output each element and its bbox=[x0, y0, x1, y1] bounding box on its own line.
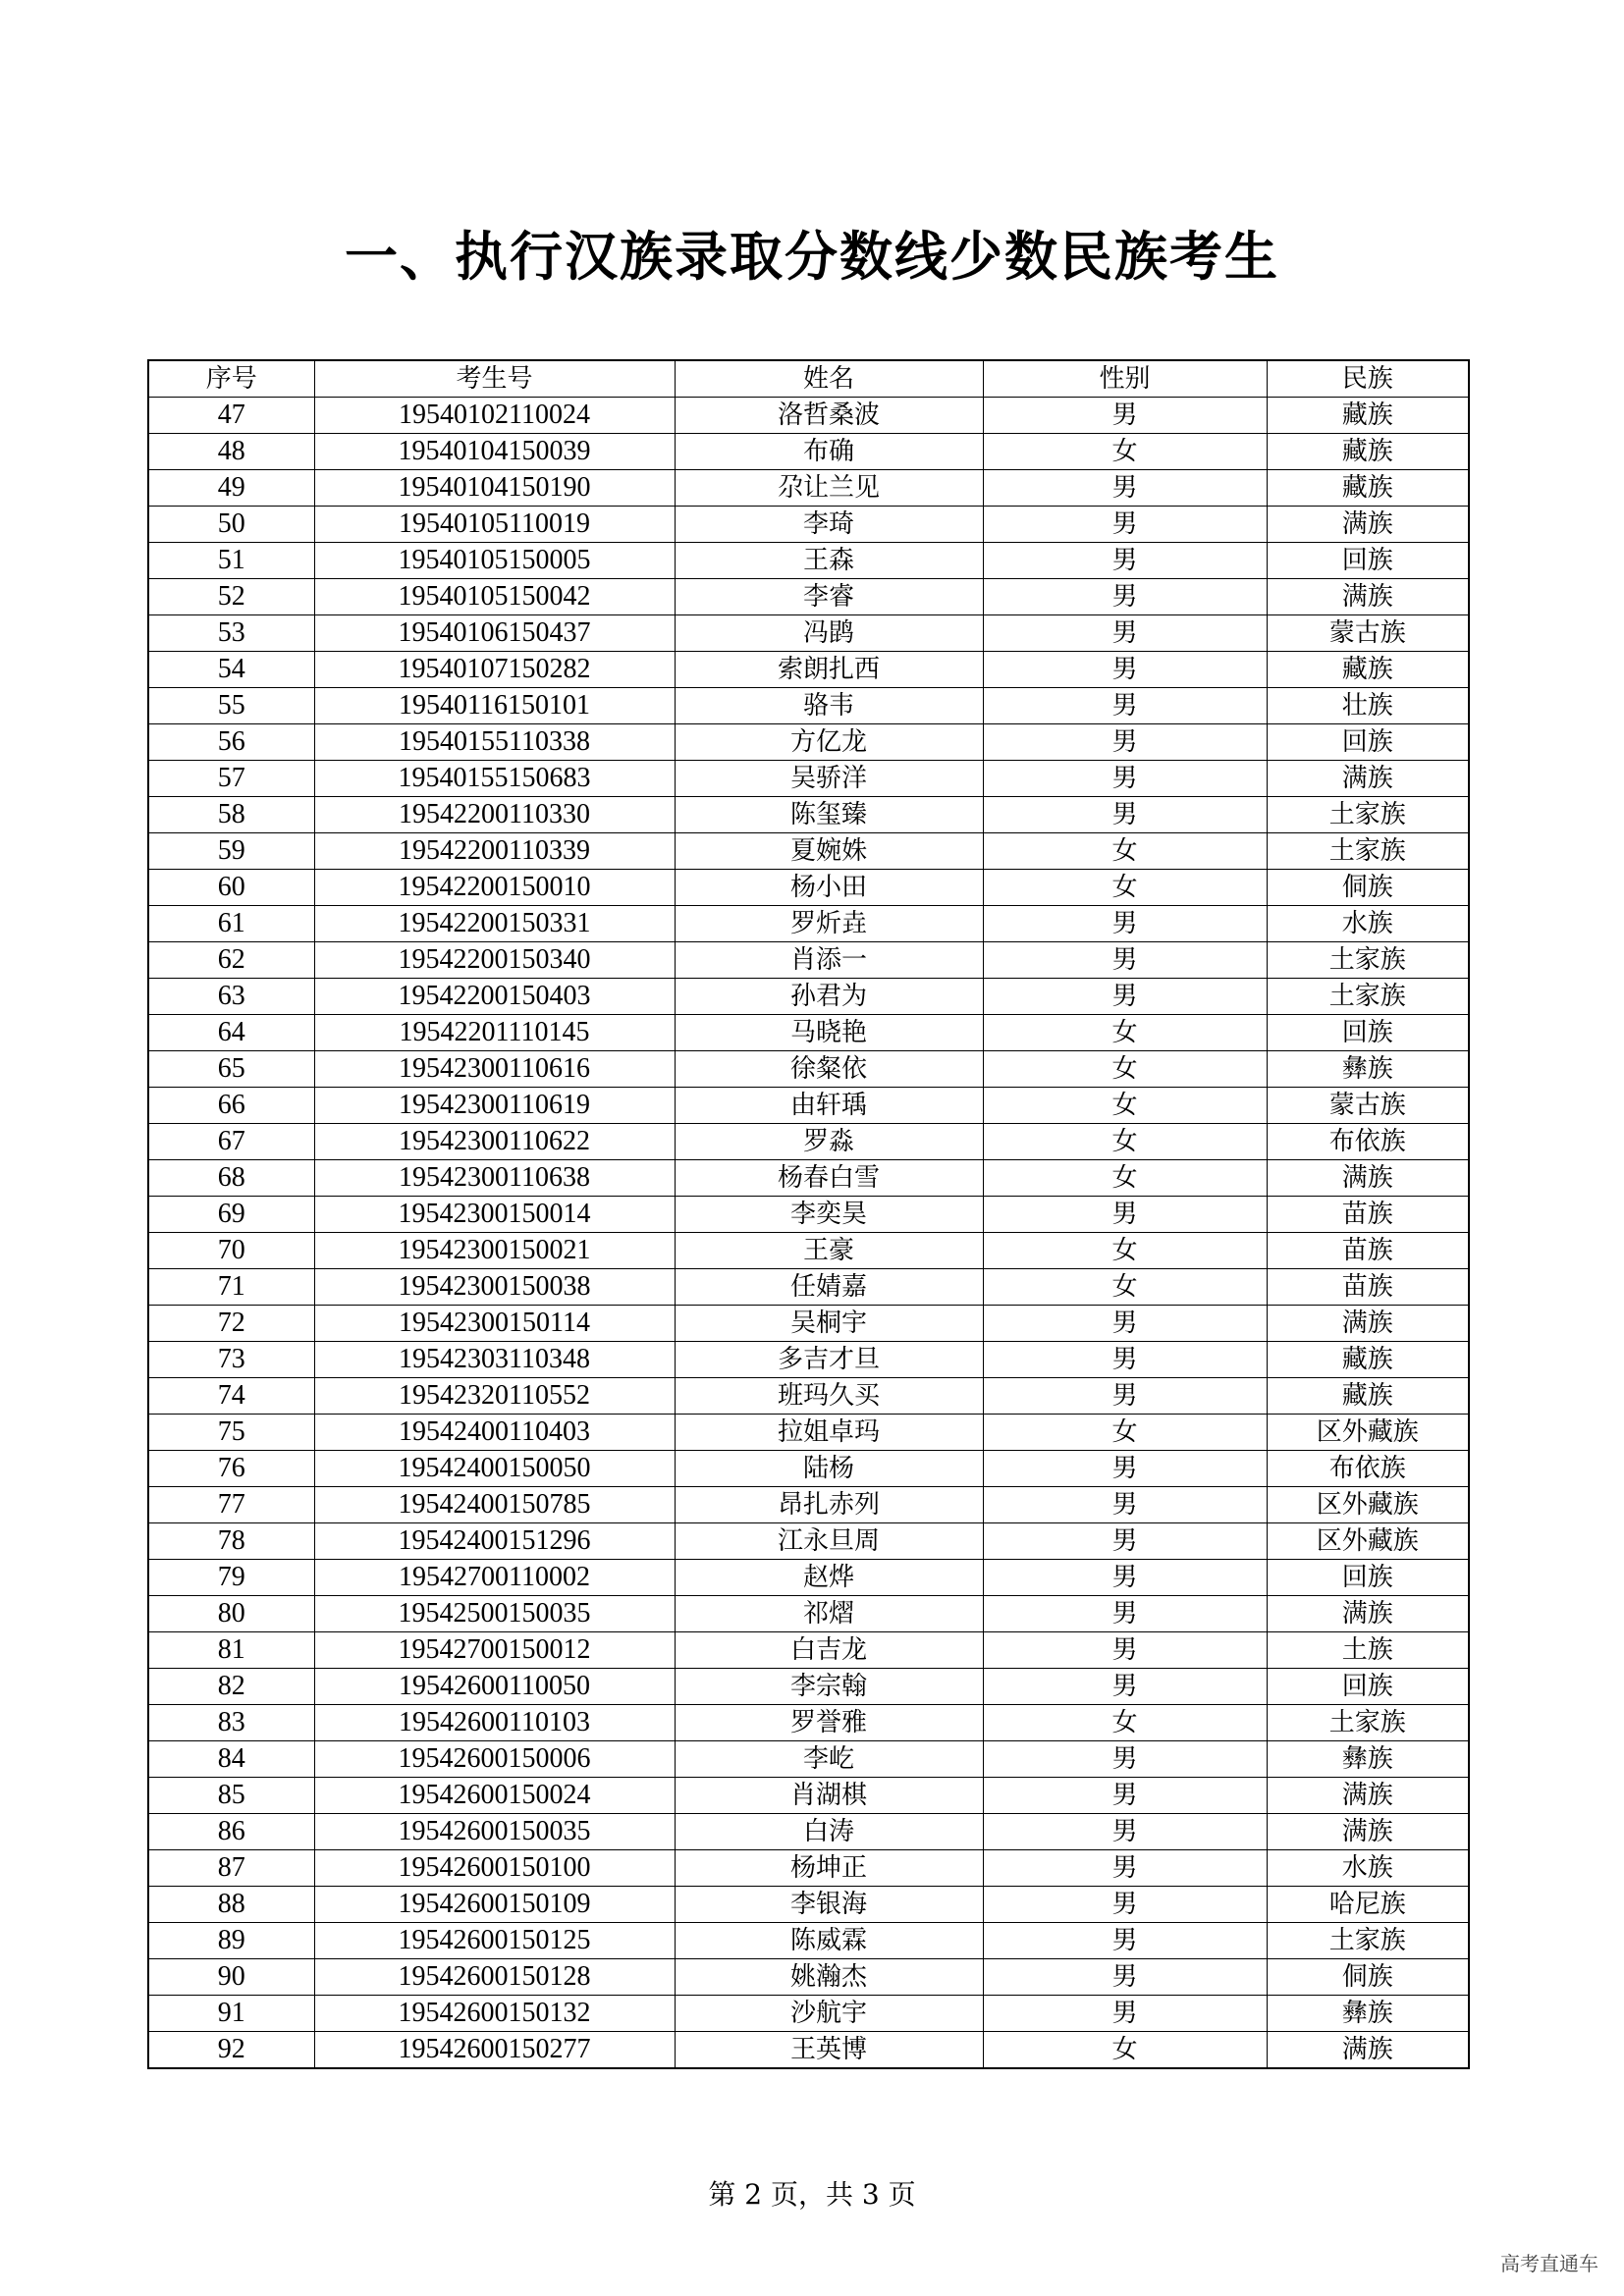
cell-name: 马晓艳 bbox=[675, 1015, 983, 1051]
cell-seq: 73 bbox=[148, 1342, 314, 1378]
cell-exam-id: 19542300110619 bbox=[314, 1088, 675, 1124]
table-row bbox=[148, 615, 1469, 652]
cell-seq: 89 bbox=[148, 1923, 314, 1959]
table-row bbox=[148, 1741, 1469, 1778]
cell-ethnicity: 苗族 bbox=[1267, 1233, 1469, 1269]
cell-ethnicity: 回族 bbox=[1267, 543, 1469, 579]
table-row bbox=[148, 398, 1469, 434]
cell-name: 罗淼 bbox=[675, 1124, 983, 1160]
cell-gender: 女 bbox=[983, 870, 1267, 906]
cell-seq: 76 bbox=[148, 1451, 314, 1487]
table-row bbox=[148, 1197, 1469, 1233]
table-row bbox=[148, 797, 1469, 833]
cell-gender: 男 bbox=[983, 1741, 1267, 1778]
cell-gender: 男 bbox=[983, 1342, 1267, 1378]
cell-name: 索朗扎西 bbox=[675, 652, 983, 688]
cell-gender: 女 bbox=[983, 1088, 1267, 1124]
cell-ethnicity: 土家族 bbox=[1267, 942, 1469, 979]
cell-gender: 女 bbox=[983, 1269, 1267, 1306]
table-row bbox=[148, 1269, 1469, 1306]
table-row bbox=[148, 1015, 1469, 1051]
cell-exam-id: 19540155110338 bbox=[314, 724, 675, 761]
cell-exam-id: 19540104150039 bbox=[314, 434, 675, 470]
cell-seq: 51 bbox=[148, 543, 314, 579]
cell-ethnicity: 土家族 bbox=[1267, 1705, 1469, 1741]
cell-seq: 90 bbox=[148, 1959, 314, 1996]
table-row bbox=[148, 1124, 1469, 1160]
cell-name: 王英博 bbox=[675, 2032, 983, 2069]
table-row bbox=[148, 1850, 1469, 1887]
cell-name: 尕让兰见 bbox=[675, 470, 983, 507]
cell-ethnicity: 蒙古族 bbox=[1267, 615, 1469, 652]
cell-ethnicity: 藏族 bbox=[1267, 652, 1469, 688]
cell-gender: 男 bbox=[983, 1306, 1267, 1342]
cell-gender: 女 bbox=[983, 1051, 1267, 1088]
cell-name: 陆杨 bbox=[675, 1451, 983, 1487]
cell-seq: 83 bbox=[148, 1705, 314, 1741]
cell-ethnicity: 哈尼族 bbox=[1267, 1887, 1469, 1923]
cell-exam-id: 19540155150683 bbox=[314, 761, 675, 797]
cell-name: 李银海 bbox=[675, 1887, 983, 1923]
cell-exam-id: 19542600150035 bbox=[314, 1814, 675, 1850]
cell-gender: 男 bbox=[983, 906, 1267, 942]
cell-seq: 65 bbox=[148, 1051, 314, 1088]
cell-exam-id: 19542600110050 bbox=[314, 1669, 675, 1705]
cell-ethnicity: 藏族 bbox=[1267, 470, 1469, 507]
table-row bbox=[148, 1233, 1469, 1269]
cell-exam-id: 19542600150109 bbox=[314, 1887, 675, 1923]
cell-exam-id: 19542400110403 bbox=[314, 1415, 675, 1451]
table-row bbox=[148, 579, 1469, 615]
cell-exam-id: 19540105150005 bbox=[314, 543, 675, 579]
cell-gender: 男 bbox=[983, 1814, 1267, 1850]
cell-gender: 男 bbox=[983, 688, 1267, 724]
cell-gender: 男 bbox=[983, 1996, 1267, 2032]
cell-gender: 男 bbox=[983, 1669, 1267, 1705]
cell-gender: 女 bbox=[983, 1705, 1267, 1741]
table-row bbox=[148, 1923, 1469, 1959]
cell-name: 骆韦 bbox=[675, 688, 983, 724]
cell-seq: 59 bbox=[148, 833, 314, 870]
cell-name: 方亿龙 bbox=[675, 724, 983, 761]
cell-exam-id: 19542300150021 bbox=[314, 1233, 675, 1269]
candidate-table bbox=[147, 359, 1470, 2069]
cell-name: 吴桐宇 bbox=[675, 1306, 983, 1342]
table-row bbox=[148, 724, 1469, 761]
page-footer: 第 2 页，共 3 页 bbox=[708, 2178, 916, 2211]
cell-ethnicity: 藏族 bbox=[1267, 1342, 1469, 1378]
watermark: 高考直通车 bbox=[1500, 2252, 1598, 2275]
cell-gender: 女 bbox=[983, 1415, 1267, 1451]
table-row bbox=[148, 833, 1469, 870]
cell-ethnicity: 回族 bbox=[1267, 1560, 1469, 1596]
table-row bbox=[148, 2032, 1469, 2069]
cell-ethnicity: 藏族 bbox=[1267, 398, 1469, 434]
cell-exam-id: 19542600150128 bbox=[314, 1959, 675, 1996]
cell-ethnicity: 侗族 bbox=[1267, 1959, 1469, 1996]
cell-exam-id: 19542700150012 bbox=[314, 1632, 675, 1669]
cell-seq: 74 bbox=[148, 1378, 314, 1415]
cell-gender: 男 bbox=[983, 1378, 1267, 1415]
cell-gender: 男 bbox=[983, 1596, 1267, 1632]
table-row bbox=[148, 1051, 1469, 1088]
cell-seq: 77 bbox=[148, 1487, 314, 1523]
cell-seq: 62 bbox=[148, 942, 314, 979]
cell-gender: 女 bbox=[983, 1233, 1267, 1269]
table-row bbox=[148, 1887, 1469, 1923]
cell-name: 杨小田 bbox=[675, 870, 983, 906]
column-header-ethnicity: 民族 bbox=[1267, 360, 1469, 398]
cell-ethnicity: 满族 bbox=[1267, 1306, 1469, 1342]
table-row bbox=[148, 1778, 1469, 1814]
cell-gender: 男 bbox=[983, 398, 1267, 434]
cell-seq: 78 bbox=[148, 1523, 314, 1560]
cell-name: 任婧嘉 bbox=[675, 1269, 983, 1306]
cell-seq: 50 bbox=[148, 507, 314, 543]
cell-gender: 女 bbox=[983, 1124, 1267, 1160]
cell-ethnicity: 回族 bbox=[1267, 724, 1469, 761]
cell-exam-id: 19542300110616 bbox=[314, 1051, 675, 1088]
cell-name: 孙君为 bbox=[675, 979, 983, 1015]
cell-gender: 男 bbox=[983, 507, 1267, 543]
cell-seq: 49 bbox=[148, 470, 314, 507]
cell-exam-id: 19542300150014 bbox=[314, 1197, 675, 1233]
cell-name: 白涛 bbox=[675, 1814, 983, 1850]
cell-seq: 47 bbox=[148, 398, 314, 434]
table-header-row bbox=[148, 360, 1469, 398]
cell-gender: 女 bbox=[983, 2032, 1267, 2069]
cell-exam-id: 19542400150785 bbox=[314, 1487, 675, 1523]
cell-seq: 55 bbox=[148, 688, 314, 724]
table-row bbox=[148, 1306, 1469, 1342]
cell-gender: 女 bbox=[983, 1015, 1267, 1051]
cell-exam-id: 19542600150132 bbox=[314, 1996, 675, 2032]
cell-seq: 66 bbox=[148, 1088, 314, 1124]
cell-gender: 男 bbox=[983, 1523, 1267, 1560]
cell-name: 拉姐卓玛 bbox=[675, 1415, 983, 1451]
table-row bbox=[148, 1669, 1469, 1705]
cell-ethnicity: 区外藏族 bbox=[1267, 1487, 1469, 1523]
cell-name: 王森 bbox=[675, 543, 983, 579]
cell-name: 李屹 bbox=[675, 1741, 983, 1778]
cell-ethnicity: 彝族 bbox=[1267, 1051, 1469, 1088]
cell-gender: 男 bbox=[983, 1923, 1267, 1959]
cell-ethnicity: 苗族 bbox=[1267, 1269, 1469, 1306]
cell-ethnicity: 满族 bbox=[1267, 1778, 1469, 1814]
cell-ethnicity: 苗族 bbox=[1267, 1197, 1469, 1233]
table-body bbox=[148, 398, 1469, 2069]
cell-name: 肖湖棋 bbox=[675, 1778, 983, 1814]
cell-exam-id: 19542500150035 bbox=[314, 1596, 675, 1632]
cell-gender: 女 bbox=[983, 1160, 1267, 1197]
cell-gender: 女 bbox=[983, 434, 1267, 470]
cell-seq: 85 bbox=[148, 1778, 314, 1814]
column-header-gender: 性别 bbox=[983, 360, 1267, 398]
cell-ethnicity: 满族 bbox=[1267, 507, 1469, 543]
cell-exam-id: 19542300110638 bbox=[314, 1160, 675, 1197]
cell-gender: 男 bbox=[983, 1197, 1267, 1233]
cell-name: 罗誉雅 bbox=[675, 1705, 983, 1741]
cell-ethnicity: 彝族 bbox=[1267, 1741, 1469, 1778]
cell-ethnicity: 满族 bbox=[1267, 579, 1469, 615]
table-row bbox=[148, 1560, 1469, 1596]
table-row bbox=[148, 1487, 1469, 1523]
cell-ethnicity: 水族 bbox=[1267, 906, 1469, 942]
cell-seq: 61 bbox=[148, 906, 314, 942]
table-row bbox=[148, 1342, 1469, 1378]
cell-ethnicity: 藏族 bbox=[1267, 434, 1469, 470]
cell-exam-id: 19540107150282 bbox=[314, 652, 675, 688]
cell-exam-id: 19540104150190 bbox=[314, 470, 675, 507]
cell-name: 夏婉姝 bbox=[675, 833, 983, 870]
table-row bbox=[148, 1451, 1469, 1487]
cell-gender: 男 bbox=[983, 1887, 1267, 1923]
cell-exam-id: 19542400150050 bbox=[314, 1451, 675, 1487]
cell-seq: 92 bbox=[148, 2032, 314, 2069]
cell-ethnicity: 满族 bbox=[1267, 1160, 1469, 1197]
cell-seq: 88 bbox=[148, 1887, 314, 1923]
table-row bbox=[148, 434, 1469, 470]
cell-ethnicity: 土家族 bbox=[1267, 1923, 1469, 1959]
cell-seq: 80 bbox=[148, 1596, 314, 1632]
table-row bbox=[148, 507, 1469, 543]
cell-name: 姚瀚杰 bbox=[675, 1959, 983, 1996]
cell-seq: 63 bbox=[148, 979, 314, 1015]
cell-seq: 70 bbox=[148, 1233, 314, 1269]
table-row bbox=[148, 1996, 1469, 2032]
cell-exam-id: 19542600110103 bbox=[314, 1705, 675, 1741]
cell-gender: 男 bbox=[983, 615, 1267, 652]
cell-exam-id: 19542303110348 bbox=[314, 1342, 675, 1378]
cell-ethnicity: 蒙古族 bbox=[1267, 1088, 1469, 1124]
cell-seq: 82 bbox=[148, 1669, 314, 1705]
column-header-exam-id: 考生号 bbox=[314, 360, 675, 398]
cell-name: 李睿 bbox=[675, 579, 983, 615]
column-header-name: 姓名 bbox=[675, 360, 983, 398]
cell-ethnicity: 区外藏族 bbox=[1267, 1523, 1469, 1560]
cell-name: 班玛久买 bbox=[675, 1378, 983, 1415]
cell-name: 多吉才旦 bbox=[675, 1342, 983, 1378]
table-row bbox=[148, 1959, 1469, 1996]
cell-name: 布确 bbox=[675, 434, 983, 470]
cell-ethnicity: 满族 bbox=[1267, 1596, 1469, 1632]
cell-seq: 58 bbox=[148, 797, 314, 833]
cell-gender: 男 bbox=[983, 579, 1267, 615]
cell-exam-id: 19542600150125 bbox=[314, 1923, 675, 1959]
cell-gender: 男 bbox=[983, 761, 1267, 797]
table-row bbox=[148, 1160, 1469, 1197]
table-row bbox=[148, 979, 1469, 1015]
cell-exam-id: 19542200150331 bbox=[314, 906, 675, 942]
cell-exam-id: 19542600150006 bbox=[314, 1741, 675, 1778]
table-row bbox=[148, 1596, 1469, 1632]
cell-seq: 75 bbox=[148, 1415, 314, 1451]
cell-gender: 男 bbox=[983, 470, 1267, 507]
cell-name: 沙航宇 bbox=[675, 1996, 983, 2032]
cell-seq: 68 bbox=[148, 1160, 314, 1197]
cell-gender: 男 bbox=[983, 1850, 1267, 1887]
cell-exam-id: 19542600150277 bbox=[314, 2032, 675, 2069]
cell-exam-id: 19542600150024 bbox=[314, 1778, 675, 1814]
cell-name: 赵烨 bbox=[675, 1560, 983, 1596]
cell-seq: 69 bbox=[148, 1197, 314, 1233]
table-row bbox=[148, 1705, 1469, 1741]
cell-seq: 52 bbox=[148, 579, 314, 615]
table-row bbox=[148, 906, 1469, 942]
cell-seq: 86 bbox=[148, 1814, 314, 1850]
cell-ethnicity: 壮族 bbox=[1267, 688, 1469, 724]
cell-exam-id: 19542200150403 bbox=[314, 979, 675, 1015]
cell-name: 冯鹍 bbox=[675, 615, 983, 652]
cell-exam-id: 19542200150340 bbox=[314, 942, 675, 979]
table-row bbox=[148, 470, 1469, 507]
cell-seq: 48 bbox=[148, 434, 314, 470]
cell-ethnicity: 土族 bbox=[1267, 1632, 1469, 1669]
cell-exam-id: 19542700110002 bbox=[314, 1560, 675, 1596]
cell-name: 徐粲依 bbox=[675, 1051, 983, 1088]
cell-seq: 91 bbox=[148, 1996, 314, 2032]
table-row bbox=[148, 942, 1469, 979]
cell-seq: 64 bbox=[148, 1015, 314, 1051]
table-row bbox=[148, 1378, 1469, 1415]
cell-exam-id: 19542300150114 bbox=[314, 1306, 675, 1342]
cell-ethnicity: 区外藏族 bbox=[1267, 1415, 1469, 1451]
cell-ethnicity: 彝族 bbox=[1267, 1996, 1469, 2032]
table-row bbox=[148, 1088, 1469, 1124]
cell-ethnicity: 满族 bbox=[1267, 761, 1469, 797]
cell-gender: 男 bbox=[983, 1959, 1267, 1996]
cell-exam-id: 19542400151296 bbox=[314, 1523, 675, 1560]
cell-gender: 男 bbox=[983, 1487, 1267, 1523]
cell-gender: 男 bbox=[983, 797, 1267, 833]
column-header-seq: 序号 bbox=[148, 360, 314, 398]
cell-name: 江永旦周 bbox=[675, 1523, 983, 1560]
cell-seq: 81 bbox=[148, 1632, 314, 1669]
table-header bbox=[148, 360, 1469, 398]
cell-seq: 67 bbox=[148, 1124, 314, 1160]
table-row bbox=[148, 1632, 1469, 1669]
cell-seq: 87 bbox=[148, 1850, 314, 1887]
page-title: 一、执行汉族录取分数线少数民族考生 bbox=[345, 226, 1279, 288]
cell-name: 李奕昊 bbox=[675, 1197, 983, 1233]
cell-gender: 男 bbox=[983, 1778, 1267, 1814]
cell-gender: 男 bbox=[983, 1560, 1267, 1596]
table-row bbox=[148, 1523, 1469, 1560]
cell-name: 陈玺臻 bbox=[675, 797, 983, 833]
cell-exam-id: 19542300150038 bbox=[314, 1269, 675, 1306]
cell-exam-id: 19542600150100 bbox=[314, 1850, 675, 1887]
cell-exam-id: 19540106150437 bbox=[314, 615, 675, 652]
cell-seq: 53 bbox=[148, 615, 314, 652]
table-row bbox=[148, 1814, 1469, 1850]
cell-gender: 男 bbox=[983, 724, 1267, 761]
cell-exam-id: 19540105150042 bbox=[314, 579, 675, 615]
table-row bbox=[148, 688, 1469, 724]
cell-seq: 79 bbox=[148, 1560, 314, 1596]
cell-ethnicity: 土家族 bbox=[1267, 797, 1469, 833]
cell-ethnicity: 布依族 bbox=[1267, 1124, 1469, 1160]
cell-ethnicity: 侗族 bbox=[1267, 870, 1469, 906]
table-row bbox=[148, 1415, 1469, 1451]
cell-gender: 男 bbox=[983, 1451, 1267, 1487]
cell-name: 杨春白雪 bbox=[675, 1160, 983, 1197]
cell-seq: 60 bbox=[148, 870, 314, 906]
cell-exam-id: 19540116150101 bbox=[314, 688, 675, 724]
cell-ethnicity: 满族 bbox=[1267, 2032, 1469, 2069]
cell-exam-id: 19542300110622 bbox=[314, 1124, 675, 1160]
cell-exam-id: 19542200150010 bbox=[314, 870, 675, 906]
cell-ethnicity: 土家族 bbox=[1267, 979, 1469, 1015]
cell-name: 祁熠 bbox=[675, 1596, 983, 1632]
cell-name: 李琦 bbox=[675, 507, 983, 543]
cell-name: 白吉龙 bbox=[675, 1632, 983, 1669]
cell-ethnicity: 水族 bbox=[1267, 1850, 1469, 1887]
cell-ethnicity: 回族 bbox=[1267, 1015, 1469, 1051]
cell-exam-id: 19540105110019 bbox=[314, 507, 675, 543]
cell-exam-id: 19542201110145 bbox=[314, 1015, 675, 1051]
cell-seq: 71 bbox=[148, 1269, 314, 1306]
cell-exam-id: 19542200110339 bbox=[314, 833, 675, 870]
cell-gender: 男 bbox=[983, 979, 1267, 1015]
cell-name: 肖添一 bbox=[675, 942, 983, 979]
cell-name: 李宗翰 bbox=[675, 1669, 983, 1705]
cell-exam-id: 19542320110552 bbox=[314, 1378, 675, 1415]
cell-gender: 男 bbox=[983, 543, 1267, 579]
cell-exam-id: 19540102110024 bbox=[314, 398, 675, 434]
cell-exam-id: 19542200110330 bbox=[314, 797, 675, 833]
table-row bbox=[148, 761, 1469, 797]
cell-gender: 男 bbox=[983, 1632, 1267, 1669]
cell-seq: 54 bbox=[148, 652, 314, 688]
cell-name: 杨坤正 bbox=[675, 1850, 983, 1887]
cell-name: 由轩瑀 bbox=[675, 1088, 983, 1124]
cell-gender: 男 bbox=[983, 652, 1267, 688]
table-row bbox=[148, 652, 1469, 688]
cell-seq: 57 bbox=[148, 761, 314, 797]
cell-gender: 女 bbox=[983, 833, 1267, 870]
cell-name: 罗炘垚 bbox=[675, 906, 983, 942]
cell-name: 王豪 bbox=[675, 1233, 983, 1269]
cell-ethnicity: 土家族 bbox=[1267, 833, 1469, 870]
cell-name: 昂扎赤列 bbox=[675, 1487, 983, 1523]
cell-name: 吴骄洋 bbox=[675, 761, 983, 797]
cell-seq: 84 bbox=[148, 1741, 314, 1778]
cell-gender: 男 bbox=[983, 942, 1267, 979]
cell-ethnicity: 回族 bbox=[1267, 1669, 1469, 1705]
cell-seq: 72 bbox=[148, 1306, 314, 1342]
cell-ethnicity: 藏族 bbox=[1267, 1378, 1469, 1415]
cell-name: 陈威霖 bbox=[675, 1923, 983, 1959]
table-row bbox=[148, 543, 1469, 579]
cell-name: 洛哲桑波 bbox=[675, 398, 983, 434]
cell-ethnicity: 布依族 bbox=[1267, 1451, 1469, 1487]
cell-seq: 56 bbox=[148, 724, 314, 761]
table-row bbox=[148, 870, 1469, 906]
cell-ethnicity: 满族 bbox=[1267, 1814, 1469, 1850]
